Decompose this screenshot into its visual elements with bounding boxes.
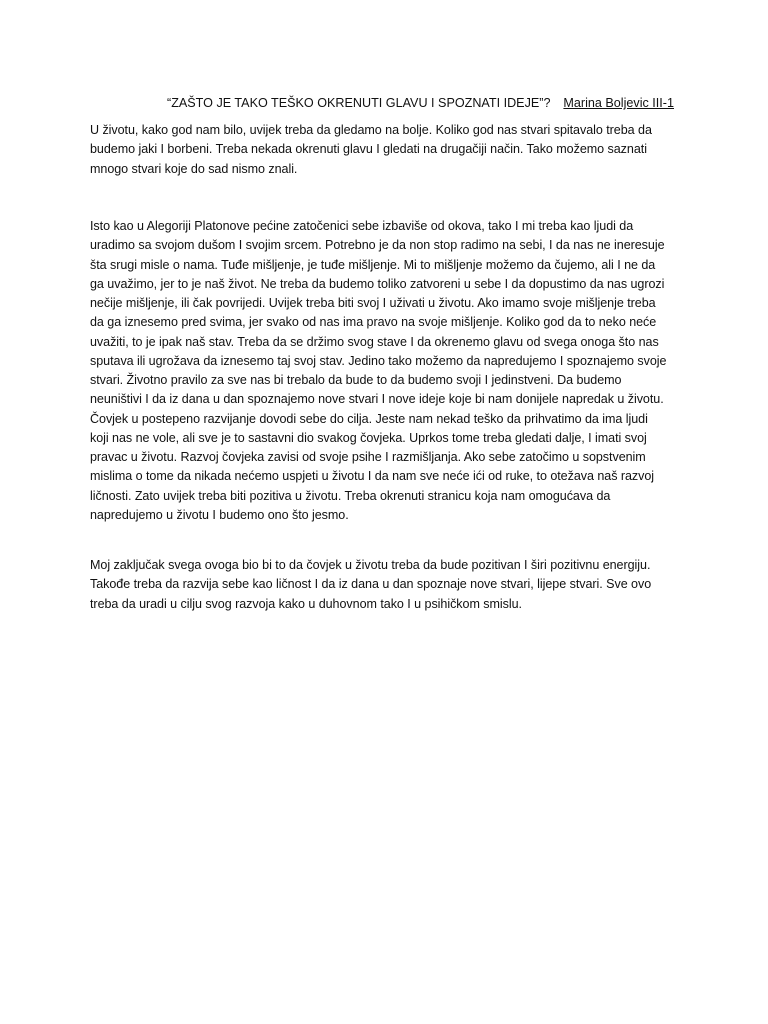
essay-title: “ZAŠTO JE TAKO TEŠKO OKRENUTI GLAVU I SPOZNATI IDEJE”? <box>167 96 551 110</box>
paragraph-main: Isto kao u Alegoriji Platonove pećine zatočenici sebe izbaviše od okova, tako I mi treba kao ljudi da uradimo sa svojom dušom I svojim srcem. Potrebno je da non stop radimo na sebi, I da nas ne ineresuje šta srugi misle o nama. Tuđe mišljenje, je tuđe mišljenje. Mi to mišljenje možemo da čujemo, ali I ne da ga uvažimo, jer to je naš život. Ne treba da budemo toliko zatvoreni u sebe I da dopustimo da nas ugrozi nečije mišljenje, ili čak povrijedi. Uvijek treba biti svoj I uživati u životu. Ako imamo svoje mišljenje treba da ga iznesemo pred svima, jer svako od nas ima pravo na svoje mišljenje. Koliko god da to neko neće uvažiti, to je ipak naš stav. Treba da se držimo svog stave I da okrenemo glavu od svega onoga što nas sputava ili ugrožava da iznesemo taj svoj stav. Jedino tako možemo da napredujemo I spoznajemo svoje stvari. Životno pravilo za sve nas bi trebalo da bude to da budemo svoji I jedinstveni. Da budemo neuništivi I da iz dana u dan spoznajemo nove stvari I nove ideje koje bi nam donijele napredak u životu. Čovjek u postepeno razvijanje dovodi sebe do cilja. Jeste nam nekad teško da prihvatimo da ima ljudi koji nas ne vole, ali sve je to sastavni dio svakog čovjeka. Uprkos tome treba gledati dalje, I imati svoj pravac u životu. Razvoj čovjeka zavisi od svoje psihe I razmišljanja. Ako sebe zatočimo u sopstvenim mislima o tome da nikada nećemo uspjeti u životu I da nam sve neće ići od ruke, to otežava naš razvoj ličnosti. Zato uvijek treba biti pozitiva u životu. Treba okrenuti stranicu koja nam omogućava da napredujemo u životu I budemo ono što jesmo. <box>90 219 667 522</box>
document-header <box>90 93 680 113</box>
paragraph-conclusion: Moj zaključak svega ovoga bio bi to da čovjek u životu treba da bude pozitivan I širi pozitivnu energiju. Takođe treba da razvija sebe kao ličnost I da iz dana u dan spoznaje nove stvari, lijepe stvari. Sve ovo treba da uradi u cilju svog razvoja kako u duhovnom tako I u psihičkom smislu. <box>90 558 652 611</box>
author-name: Marina Boljevic III-1 <box>563 96 674 110</box>
paragraph-intro: U životu, kako god nam bilo, uvijek treba da gledamo na bolje. Koliko god nas stvari spitavalo treba da budemo jaki I borbeni. Treba nekada okrenuti glavu I gledati na drugačiji način. Tako možemo saznati mnogo stvari koje do sad nismo znali. <box>90 123 652 176</box>
